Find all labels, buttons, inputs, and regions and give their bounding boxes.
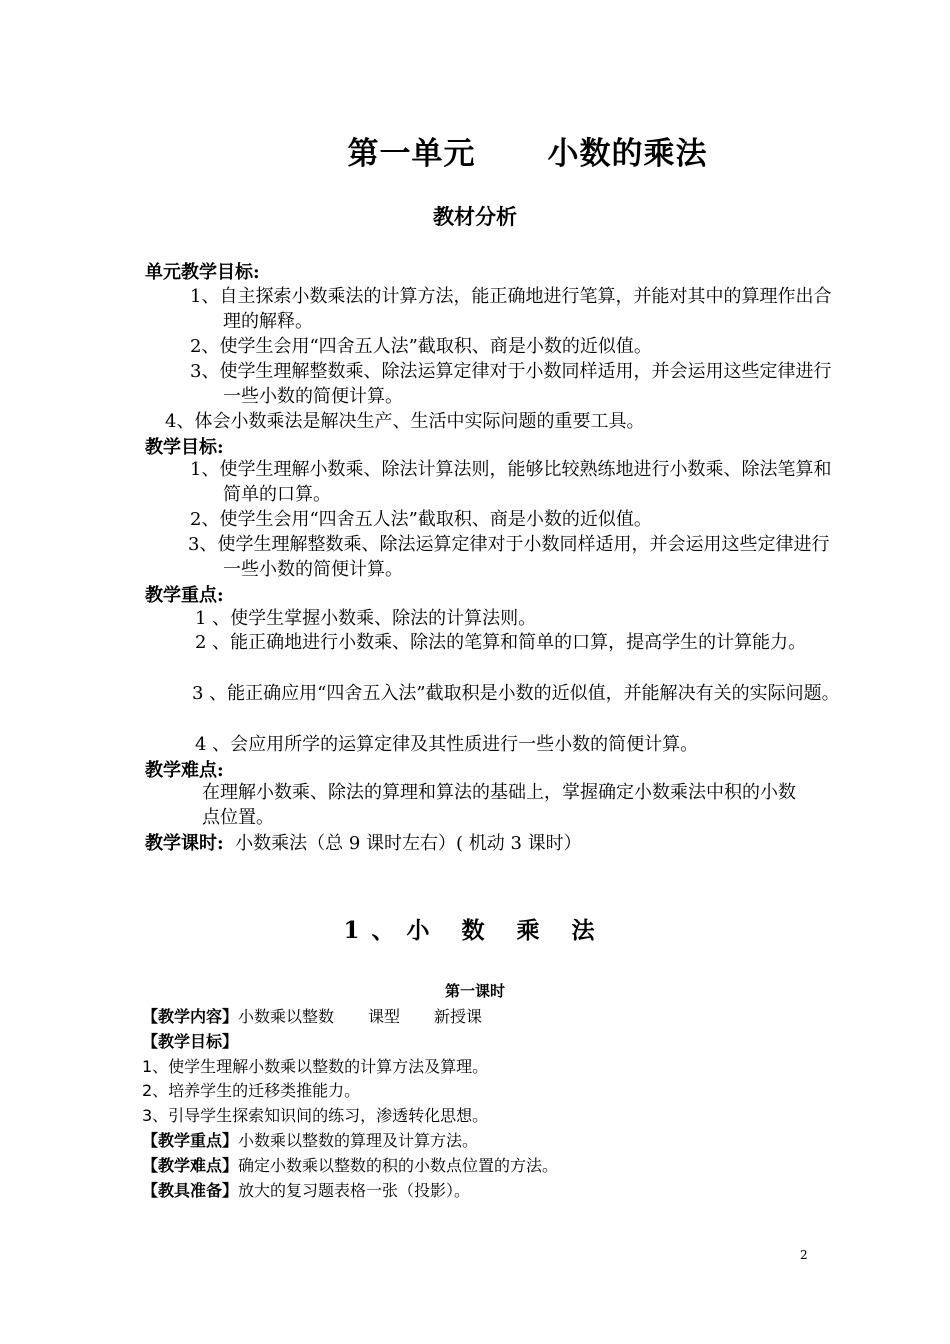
unit-goal-item: 4、体会小数乘法是解决生产、生活中实际问题的重要工具。	[165, 411, 645, 432]
focus-line	[142, 1128, 478, 1151]
materials-line	[142, 1178, 470, 1201]
unit-goal-item: 1、自主探索小数乘法的计算方法，能正确地进行笔算，并能对其中的算理作出合理的解释。	[190, 286, 832, 332]
title-topic: 小数的乘法	[547, 136, 708, 172]
key-point-item: 4 、会应用所学的运算定律及其性质进行一些小数的简便计算。	[195, 734, 699, 755]
focus-label: 【教学重点】	[142, 1131, 239, 1150]
teaching-goals-heading: 教学目标:	[145, 437, 224, 458]
teaching-goal-item: 3、使学生理解整数乘、除法运算定律对于小数同样适用，并会运用这些定律进行一些小数的简便计算。	[188, 534, 830, 580]
lesson-title: 1、小 数 乘 法	[343, 917, 607, 944]
page-title	[0, 128, 950, 173]
unit-goals-heading: 单元教学目标:	[145, 262, 260, 283]
hours-text: 小数乘法（总 9 课时左右）( 机动 3 课时）	[235, 833, 582, 854]
type-label: 课型	[368, 1007, 401, 1026]
teaching-goal-item: 2、使学生会用“四舍五人法”截取积、商是小数的近似值。	[190, 509, 652, 530]
objective-item: 3、引导学生探索知识间的练习，渗透转化思想。	[142, 1106, 489, 1125]
unit-goal-item: 2、使学生会用“四舍五人法”截取积、商是小数的近似值。	[190, 336, 652, 357]
hours-line	[145, 829, 582, 855]
difficulty-line	[142, 1153, 558, 1176]
page-number: 2	[800, 1248, 808, 1262]
teaching-goal-item: 1、使学生理解小数乘、除法计算法则，能够比较熟练地进行小数乘、除法笔算和简单的口算。	[190, 459, 832, 505]
materials-label: 【教具准备】	[142, 1181, 239, 1200]
unit-goal-item: 3、使学生理解整数乘、除法运算定律对于小数同样适用，并会运用这些定律进行一些小数的简便计算。	[190, 361, 832, 407]
difficulty-label: 【教学难点】	[142, 1156, 239, 1175]
content-text: 小数乘以整数	[238, 1007, 335, 1026]
objectives-label: 【教学目标】	[142, 1032, 239, 1051]
content-label: 【教学内容】	[142, 1007, 239, 1026]
title-unit: 第一单元	[347, 136, 476, 172]
content-line	[142, 1004, 482, 1027]
hours-heading: 教学课时:	[145, 833, 224, 854]
key-point-item: 1 、使学生掌握小数乘、除法的计算法则。	[195, 608, 537, 629]
type-value: 新授课	[434, 1007, 483, 1026]
objective-item: 1、使学生理解小数乘以整数的计算方法及算理。	[142, 1057, 489, 1076]
difficulty-text: 确定小数乘以整数的积的小数点位置的方法。	[238, 1156, 559, 1175]
difficulties-heading: 教学难点:	[145, 760, 224, 781]
period-title: 第一课时	[444, 982, 505, 1000]
section-subtitle: 教材分析	[433, 204, 517, 229]
key-point-item: 3 、能正确应用“四舍五入法”截取积是小数的近似值，并能解决有关的实际问题。	[192, 683, 840, 704]
difficulties-text: 在理解小数乘、除法的算理和算法的基础上，掌握确定小数乘法中积的小数点位置。	[202, 782, 796, 828]
materials-text: 放大的复习题表格一张（投影）。	[238, 1181, 471, 1200]
objective-item: 2、培养学生的迁移类推能力。	[142, 1081, 361, 1100]
focus-text: 小数乘以整数的算理及计算方法。	[238, 1131, 479, 1150]
key-point-item: 2 、能正确地进行小数乘、除法的笔算和简单的口算，提高学生的计算能力。	[195, 632, 807, 653]
key-points-heading: 教学重点:	[145, 585, 224, 606]
